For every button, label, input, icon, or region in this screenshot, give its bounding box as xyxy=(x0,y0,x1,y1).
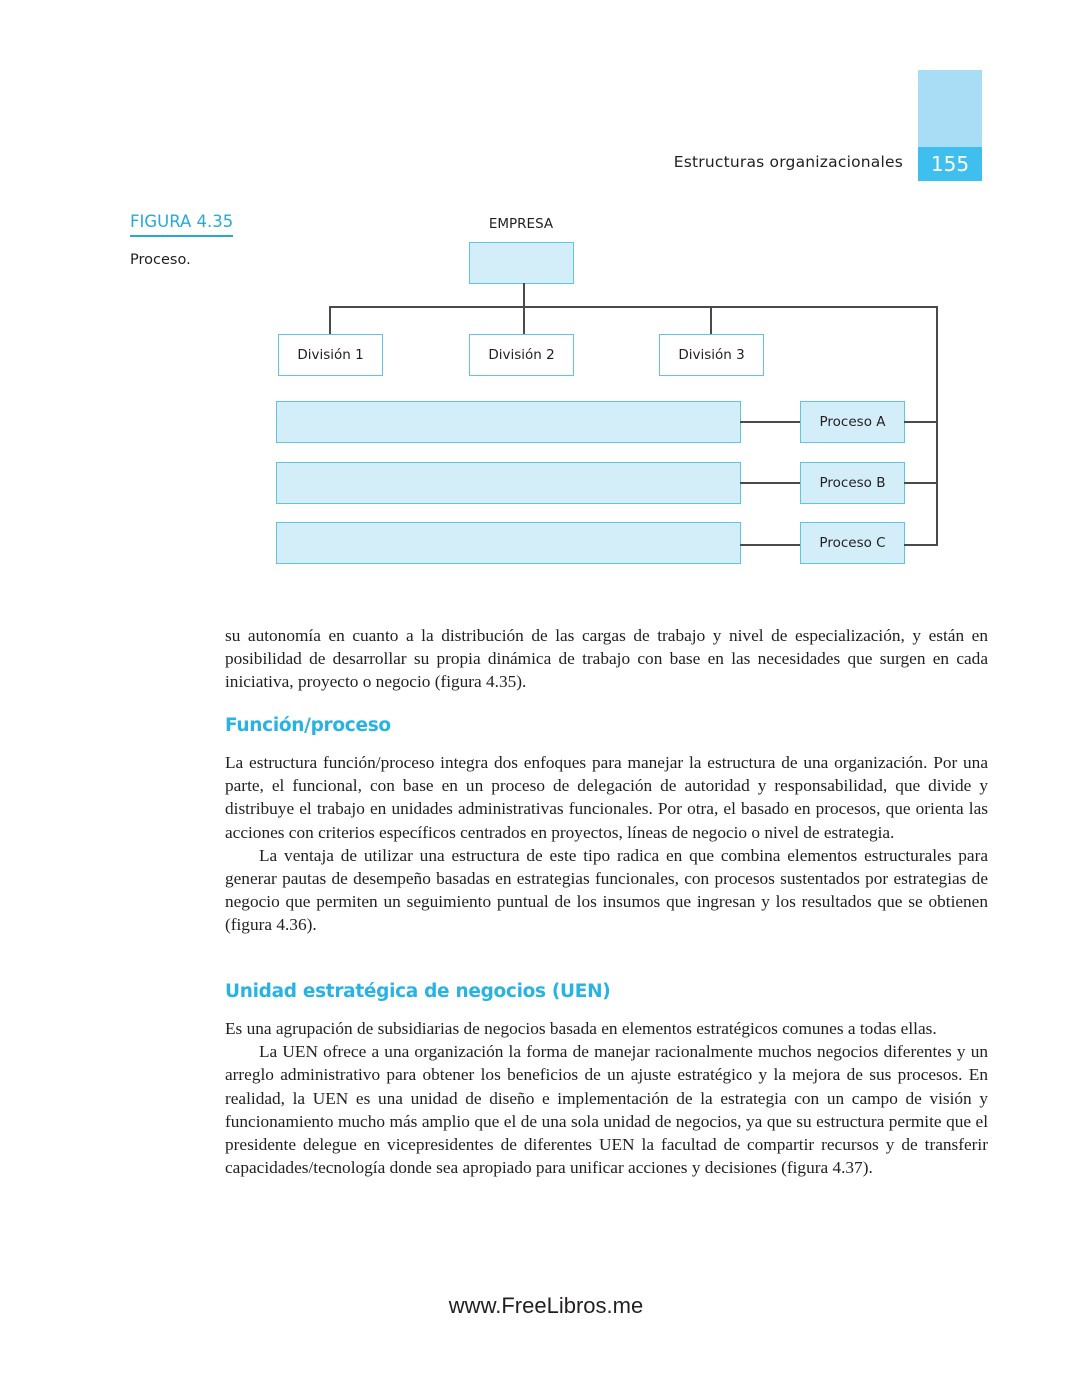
footer-watermark: www.FreeLibros.me xyxy=(448,1293,644,1318)
running-title: Estructuras organizacionales xyxy=(673,153,903,171)
connector-line xyxy=(904,544,937,546)
connector-line xyxy=(329,306,937,308)
org-diagram xyxy=(0,0,1080,600)
connector-line xyxy=(740,544,800,546)
paragraph: La ventaja de utilizar una estructura de este tipo radica en que combina elementos estructurales para generar pautas de desempeño basadas en estrategias funcionales, con procesos sustentados por estrategias de negocio que permiten un seguimiento puntual de los insumos que ingresan y los resultados que se obtienen (figura 4.36). xyxy=(225,845,988,935)
page-number: 155 xyxy=(918,147,982,181)
connector-line xyxy=(740,421,800,423)
figure-caption: Proceso. xyxy=(130,252,191,268)
process-bar-a xyxy=(276,401,741,443)
connector-line xyxy=(904,421,937,423)
section-heading-funcion-proceso: Función/proceso xyxy=(225,715,391,736)
division-box-3: División 3 xyxy=(659,334,764,376)
process-bar-c xyxy=(276,522,741,564)
connector-line xyxy=(936,306,938,546)
paragraph: La estructura función/proceso integra dos enfoques para manejar la estructura de una organización. Por una parte, el funcional, con base en un proceso de delegación de autoridad y responsabilidad, que divide y distribuye el trabajo en unidades administrativas funcionales. Por otra, el basado en procesos, que orienta las acciones con criterios específicos centrados en proyectos, líneas de negocio o nivel de estrategia. xyxy=(225,753,988,842)
process-box-c: Proceso C xyxy=(800,522,905,564)
division-box-2: División 2 xyxy=(469,334,574,376)
section-heading-uen: Unidad estratégica de negocios (UEN) xyxy=(225,981,611,1002)
division-box-1: División 1 xyxy=(278,334,383,376)
top-node-box xyxy=(469,242,574,284)
connector-line xyxy=(904,482,937,484)
paragraph: La UEN ofrece a una organización la forma de manejar racionalmente muchos negocios diferentes y un arreglo administrativo para obtener los beneficios de un ajuste estratégico y la mejora de sus procesos. En realidad, la UEN es una unidad de diseño e implementación de la estrategia con un campo de visión y funcionamiento mucho más amplio que el de una sola unidad de negocios, ya que su estructura permite que el presidente delegue en vicepresidentes de diferentes UEN la facultad de compartir recursos y de transferir capacidades/tecnología donde sea apropiado para unificar acciones y decisiones (figura 4.37). xyxy=(225,1042,988,1178)
process-box-b: Proceso B xyxy=(800,462,905,504)
section-body-funcion-proceso xyxy=(225,751,988,937)
paragraph: Es una agrupación de subsidiarias de negocios basada en elementos estratégicos comunes a todas ellas. xyxy=(225,1019,937,1038)
section-body-uen xyxy=(225,1017,988,1179)
connector-line xyxy=(523,283,525,334)
connector-line xyxy=(710,306,712,334)
process-bar-b xyxy=(276,462,741,504)
figure-label: FIGURA 4.35 xyxy=(130,212,233,237)
top-node-label: EMPRESA xyxy=(488,216,554,232)
connector-line xyxy=(329,306,331,334)
intro-paragraph xyxy=(225,624,988,694)
process-box-a: Proceso A xyxy=(800,401,905,443)
connector-line xyxy=(740,482,800,484)
paragraph: su autonomía en cuanto a la distribución de las cargas de trabajo y nivel de especialización, y están en posibilidad de desarrollar su propia dinámica de trabajo con base en las necesidades que surgen en cada iniciativa, proyecto o negocio (figura 4.35). xyxy=(225,626,988,692)
